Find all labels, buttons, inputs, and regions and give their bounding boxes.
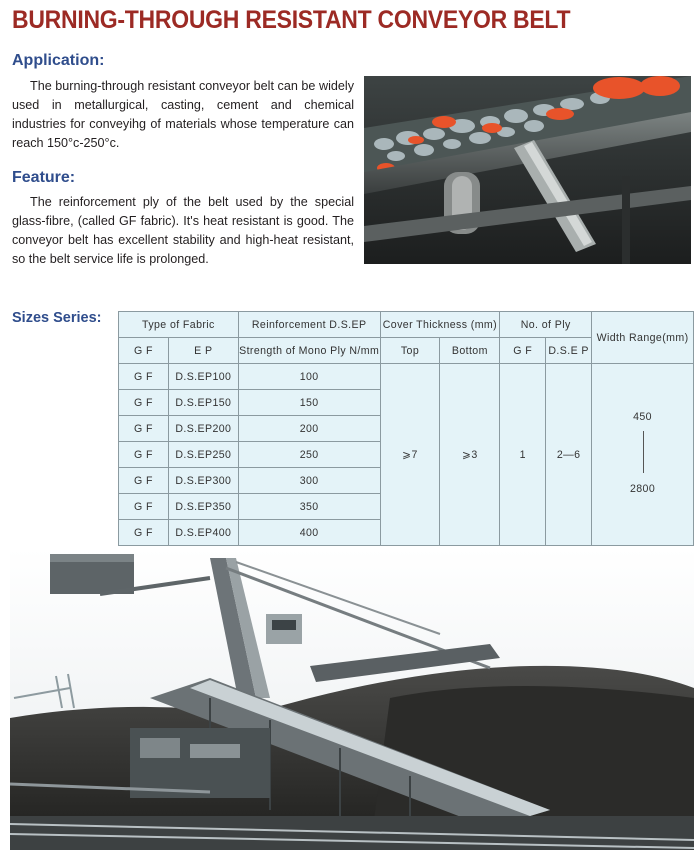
cover-top-value: ⩾7 <box>380 364 440 546</box>
subheader-bottom: Bottom <box>440 338 500 364</box>
row-strength: 400 <box>238 520 380 546</box>
table-row <box>119 364 694 390</box>
row-strength: 100 <box>238 364 380 390</box>
row-strength: 200 <box>238 416 380 442</box>
width-range-value <box>592 364 694 546</box>
row-strength: 250 <box>238 442 380 468</box>
row-ep: D.S.EP400 <box>168 520 238 546</box>
conveyor-illustration <box>364 76 691 264</box>
subheader-strength: Strength of Mono Ply N/mm <box>238 338 380 364</box>
page-title: BURNING-THROUGH RESISTANT CONVEYOR BELT <box>12 6 571 34</box>
header-cover-thickness: Cover Thickness (mm) <box>380 312 500 338</box>
cover-bottom-value: ⩾3 <box>440 364 500 546</box>
stacker-reclaimer-photo <box>10 548 694 850</box>
stacker-reclaimer-illustration <box>10 548 694 850</box>
subheader-gf: G F <box>119 338 169 364</box>
row-gf: G F <box>119 390 169 416</box>
row-ep: D.S.EP200 <box>168 416 238 442</box>
width-min: 450 <box>633 410 652 423</box>
ply-dsep-value: 2—6 <box>546 364 592 546</box>
row-strength: 300 <box>238 468 380 494</box>
row-gf: G F <box>119 416 169 442</box>
feature-text-body: The reinforcement ply of the belt used by the special glass-fibre, (called GF fabric). It's heat resistant is good. The conveyor belt has excellent stability and high-heat resistant, so the belt service life is prolonged. <box>12 195 354 266</box>
subheader-top: Top <box>380 338 440 364</box>
row-ep: D.S.EP150 <box>168 390 238 416</box>
row-ep: D.S.EP250 <box>168 442 238 468</box>
row-ep: D.S.EP350 <box>168 494 238 520</box>
width-range-line <box>643 431 644 473</box>
row-gf: G F <box>119 468 169 494</box>
sizes-table <box>118 311 694 546</box>
feature-heading: Feature: <box>12 169 76 186</box>
sizes-heading: Sizes Series: <box>12 310 102 326</box>
application-heading: Application: <box>12 52 105 69</box>
subheader-ply-gf: G F <box>500 338 546 364</box>
row-gf: G F <box>119 520 169 546</box>
header-type-of-fabric: Type of Fabric <box>119 312 239 338</box>
table-header-row <box>119 312 694 338</box>
conveyor-photo <box>364 76 691 264</box>
row-gf: G F <box>119 494 169 520</box>
row-ep: D.S.EP300 <box>168 468 238 494</box>
ply-gf-value: 1 <box>500 364 546 546</box>
header-reinforcement: Reinforcement D.S.EP <box>238 312 380 338</box>
row-strength: 150 <box>238 390 380 416</box>
application-text-body: The burning-through resistant conveyor belt can be widely used in metallurgical, casting, cement and chemical industries for conveyihg of materials whose temperature can reach 150°c-250°c. <box>12 79 354 150</box>
header-width-range: Width Range(mm) <box>592 312 694 364</box>
row-ep: D.S.EP100 <box>168 364 238 390</box>
width-max: 2800 <box>629 482 656 495</box>
application-text <box>12 77 354 153</box>
subheader-ep: E P <box>168 338 238 364</box>
subheader-ply-dsep: D.S.E P <box>546 338 592 364</box>
header-no-of-ply: No. of Ply <box>500 312 592 338</box>
row-gf: G F <box>119 364 169 390</box>
feature-text <box>12 193 354 269</box>
row-gf: G F <box>119 442 169 468</box>
row-strength: 350 <box>238 494 380 520</box>
